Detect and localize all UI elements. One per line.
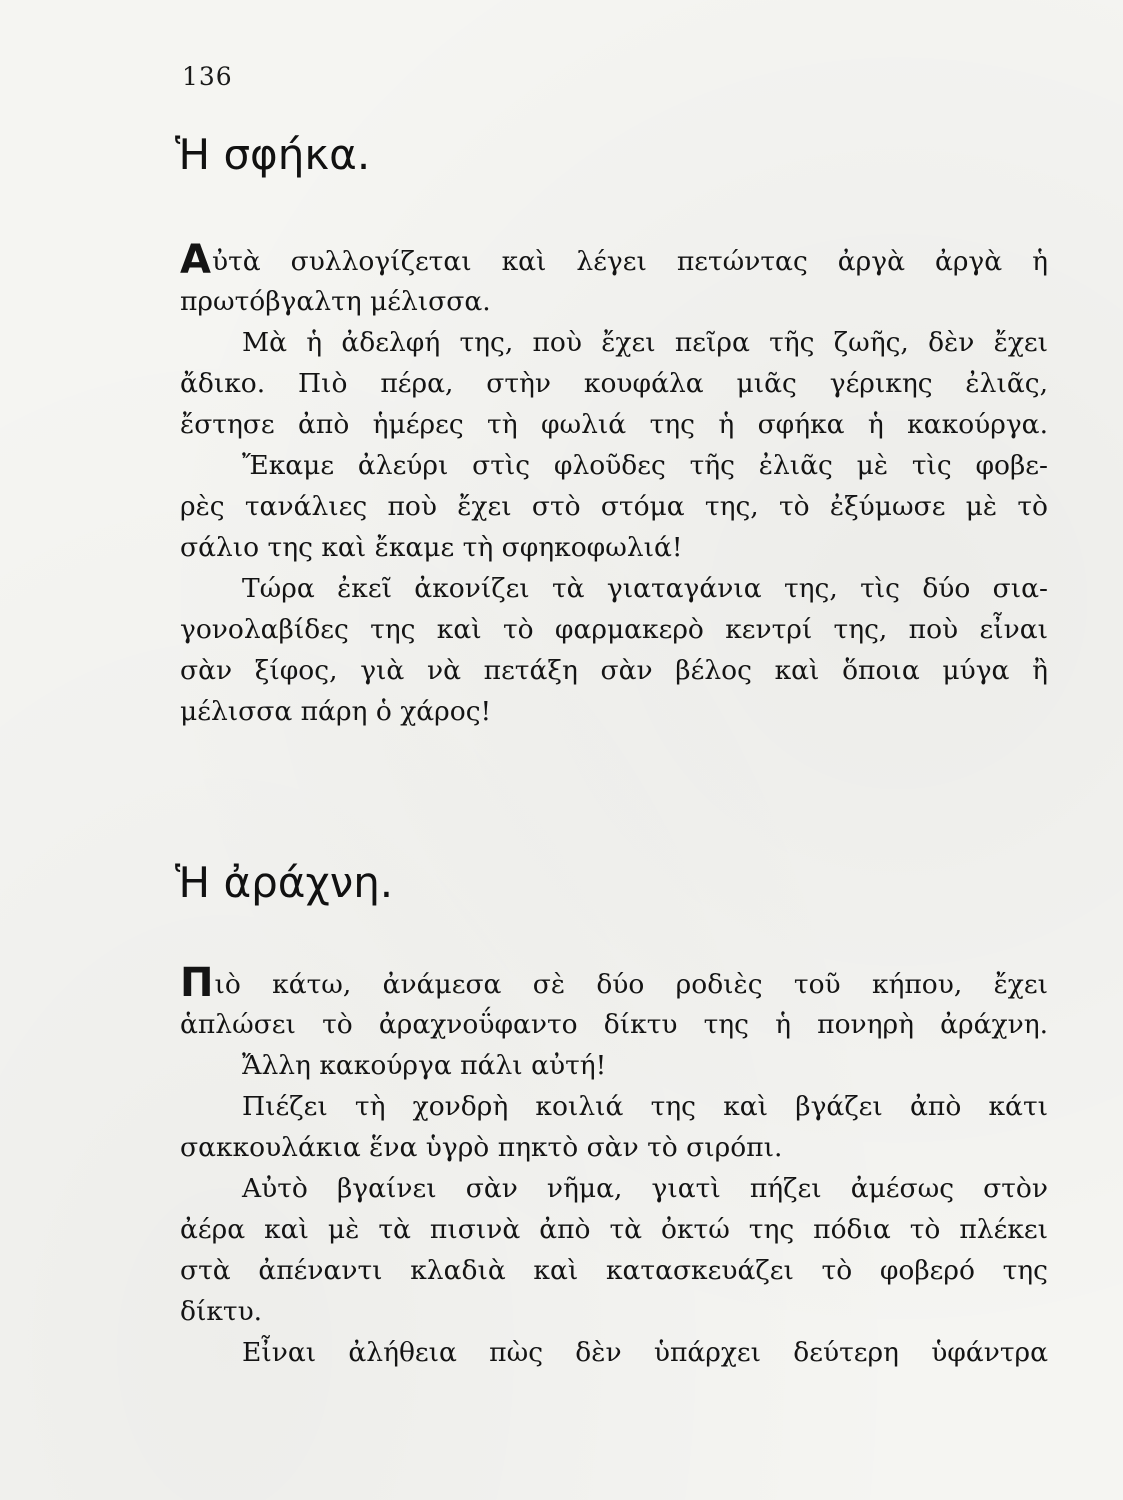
text-line: σάλιο της καὶ ἔκαμε τὴ σφηκοφωλιά!: [180, 532, 683, 563]
text-line: Εἶναι ἀλήθεια πὼς δὲν ὑπάρχει δεύτερη ὑφάντρα: [242, 1337, 1048, 1368]
text-line: ἀέρα καὶ μὲ τὰ πισινὰ ἀπὸ τὰ ὀκτώ της πόδια τὸ πλέκει: [180, 1214, 1048, 1245]
drop-cap: Π: [180, 960, 214, 1006]
text-line: Τώρα ἐκεῖ ἀκονίζει τὰ γιαταγάνια της, τὶς δύο σια-: [242, 573, 1048, 604]
text-line: Ἄλλη κακούργα πάλι αὐτή!: [242, 1050, 607, 1081]
text-line: ἄδικο. Πιὸ πέρα, στὴν κουφάλα μιᾶς γέρικης ἐλιᾶς,: [180, 368, 1048, 399]
text-line: Πιὸ κάτω, ἀνάμεσα σὲ δύο ροδιὲς τοῦ κήπου, ἔχει: [180, 960, 1048, 1006]
text-line: ἁπλώσει τὸ ἀραχνοΰφαντο δίκτυ της ἡ πονηρὴ ἀράχνη.: [180, 1009, 1048, 1040]
section-body-spider: [180, 960, 1048, 1373]
text-line: Μὰ ἡ ἀδελφή της, ποὺ ἔχει πεῖρα τῆς ζωῆς, δὲν ἔχει: [242, 327, 1048, 358]
text-line: Αὐτὸ βγαίνει σὰν νῆμα, γιατὶ πήζει ἀμέσως στὸν: [242, 1173, 1048, 1204]
page-number: 136: [182, 62, 233, 91]
text-line: πρωτόβγαλτη μέλισσα.: [180, 286, 491, 317]
text-line: ρὲς τανάλιες ποὺ ἔχει στὸ στόμα της, τὸ ἐξύμωσε μὲ τὸ: [180, 491, 1048, 522]
text-line: σακκουλάκια ἕνα ὑγρὸ πηκτὸ σὰν τὸ σιρόπι.: [180, 1132, 783, 1163]
text-line: σὰν ξίφος, γιὰ νὰ πετάξη σὰν βέλος καὶ ὅποια μύγα ἢ: [180, 655, 1048, 686]
section-title-spider: Ἡ ἀράχνη.: [175, 858, 394, 907]
text-line: Αὐτὰ συλλογίζεται καὶ λέγει πετώντας ἀργὰ ἀργὰ ἡ: [180, 237, 1048, 283]
text-line: στὰ ἀπέναντι κλαδιὰ καὶ κατασκευάζει τὸ φοβερό της: [180, 1255, 1048, 1286]
section-body-wasp: [180, 237, 1048, 732]
text-line: Πιέζει τὴ χονδρὴ κοιλιά της καὶ βγάζει ἀπὸ κάτι: [242, 1091, 1048, 1122]
text-line: γονολαβίδες της καὶ τὸ φαρμακερὸ κεντρί της, ποὺ εἶναι: [180, 614, 1048, 645]
drop-cap: Α: [180, 237, 211, 283]
section-title-wasp: Ἡ σφήκα.: [175, 130, 371, 179]
text-line: Ἔκαμε ἀλεύρι στὶς φλοῦδες τῆς ἐλιᾶς μὲ τὶς φοβε-: [242, 450, 1048, 481]
text-line: ἔστησε ἀπὸ ἡμέρες τὴ φωλιά της ἡ σφήκα ἡ κακούργα.: [180, 409, 1048, 440]
text-line: μέλισσα πάρη ὁ χάρος!: [180, 696, 492, 727]
text-line: δίκτυ.: [180, 1296, 263, 1327]
